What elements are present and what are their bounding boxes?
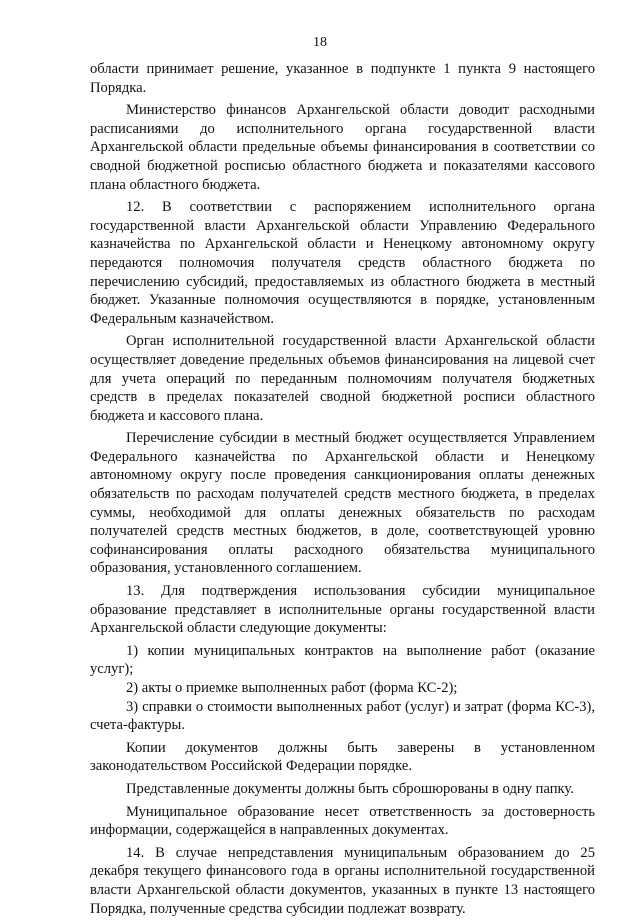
- list-item-acts: 2) акты о приемке выполненных работ (форма КС-2);: [126, 680, 458, 696]
- paragraph-responsibility: Муниципальное образование несет ответственность за достоверность информации, содержащейся в направленных документах.: [90, 803, 595, 839]
- paragraph-item-13: 13. Для подтверждения использования субсидии муниципальное образование представляет в исполнительные органы государственной власти Архангельской области следующие документы:: [90, 583, 595, 637]
- paragraph-authority-limits: Орган исполнительной государственной власти Архангельской области осуществляет доведение предельных объемов финансирования на лицевой счет для учета операций по переданным полномочиям получателя бюджетных средств в пределах показателей сводной бюджетной росписи областного бюджета и кассового плана.: [90, 333, 595, 424]
- page-number: 18: [313, 35, 327, 50]
- list-item-contracts: 1) копии муниципальных контрактов на выполнение работ (оказание услуг);: [90, 642, 595, 678]
- paragraph-continuation: области принимает решение, указанное в подпункте 1 пункта 9 настоящего Порядка.: [90, 61, 595, 96]
- paragraph-documents-bound: Представленные документы должны быть сброшюрованы в одну папку.: [126, 780, 574, 797]
- paragraph-item-14: 14. В случае непредставления муниципальным образованием до 25 декабря текущего финансового года в органы исполнительной государственной власти Архангельской области документов, указанных в пункте 13 настоящего Порядка, полученные средства субсидии подлежат возврату.: [90, 844, 595, 917]
- paragraph-subsidy-transfer: Перечисление субсидии в местный бюджет осуществляется Управлением Федерального казначейства по Архангельской области и Ненецкому автономному округу после проведения санкционирования оплаты денежных обязательств по расходам получателей средств местного бюджета, в пределах суммы, необходимой для оплаты денежных обязательств по расходам получателей средств местных бюджетов, в доле, соответствующей уровню софинансирования оплаты расходного обязательства муниципального образования, установленного соглашением.: [90, 430, 595, 577]
- document-body: [90, 60, 595, 922]
- paragraph-ministry-finance: Министерство финансов Архангельской области доводит расходными расписаниями до исполнительного органа государственной власти Архангельской области предельные объемы финансирования в соответствии со сводной бюджетной росписью областного бюджета и показателями кассового плана областного бюджета.: [90, 102, 595, 193]
- paragraph-item-12: 12. В соответствии с распоряжением исполнительного органа государственной власти Архангельской области Управлению Федерального казначейства по Архангельской области и Ненецкому автономному округу передаются полномочия получателя средств областного бюджета по перечислению субсидий, предоставляемых из областного бюджета в местный бюджет. Указанные полномочия осуществляются в порядке, установленным Федеральным казначейством.: [90, 199, 595, 327]
- list-item-certificates: 3) справки о стоимости выполненных работ (услуг) и затрат (форма КС-3), счета-фактуры.: [90, 698, 595, 734]
- paragraph-copies-certified: Копии документов должны быть заверены в установленном законодательством Российской Федерации порядке.: [90, 739, 595, 775]
